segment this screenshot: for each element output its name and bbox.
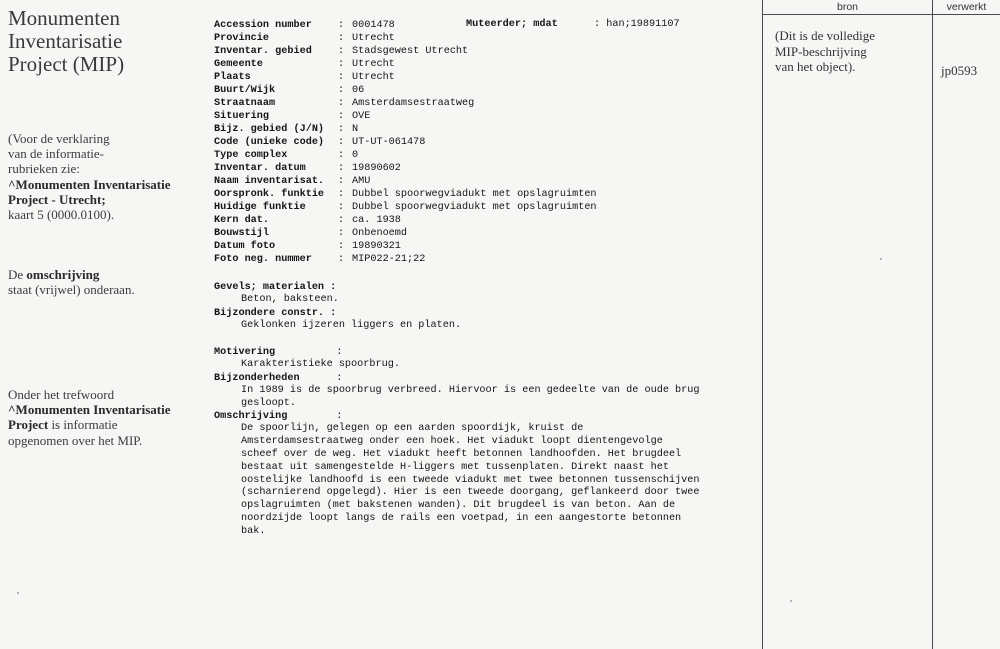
field-separator: : [338, 72, 345, 83]
field-label: Naam inventarisat. [214, 176, 325, 187]
note-line: staat (vrijwel) onderaan. [8, 282, 135, 298]
field-value: Onbenoemd [352, 228, 408, 239]
field-value: UT-UT-061478 [352, 137, 426, 148]
info-reference-note [8, 131, 170, 222]
field-separator: : [338, 85, 345, 96]
field-label: Oorspronk. funktie [214, 189, 325, 200]
field-row [214, 162, 754, 175]
bijz-constr-text: Geklonken ijzeren liggers en platen. [241, 319, 462, 331]
record-fields [214, 19, 754, 266]
field-label: Code (unieke code) [214, 137, 325, 148]
field-value: OVE [352, 111, 371, 122]
note-keyword: Project [8, 417, 49, 433]
note-line: (Voor de verklaring [8, 131, 110, 146]
field-label: Situering [214, 111, 270, 122]
field-label: Type complex [214, 150, 288, 161]
field-row [214, 97, 754, 110]
field-separator: : [338, 59, 345, 70]
field-value: Utrecht [352, 59, 395, 70]
field-separator: : [338, 20, 345, 31]
column-divider [762, 0, 763, 649]
field-label: Bouwstijl [214, 228, 270, 239]
field-label: Accession number [214, 20, 312, 31]
field-separator: : [338, 33, 345, 44]
note-line: opgenomen over het MIP. [8, 432, 143, 448]
field-row [214, 32, 754, 45]
field-value: Utrecht [352, 72, 395, 83]
field-separator: : [338, 98, 345, 109]
description-section [214, 346, 700, 539]
verwerkt-value: jp0593 [941, 63, 978, 78]
field-label: Plaats [214, 72, 251, 83]
field-separator: : [338, 189, 345, 200]
motivering-text: Karakteristieke spoorbrug. [241, 359, 400, 370]
field-value: Stadsgewest Utrecht [352, 46, 469, 57]
note-text: De [8, 267, 27, 282]
field-label: Buurt/Wijk [214, 85, 276, 96]
field-separator: : [338, 137, 345, 148]
gevels-label: Gevels; materialen : [214, 282, 337, 293]
field-value: ca. 1938 [352, 215, 401, 226]
field-label: Foto neg. nummer [214, 254, 312, 265]
field-value: AMU [352, 176, 371, 187]
field-value: 0 [352, 150, 359, 161]
field-label: Provincie [214, 33, 270, 44]
field-row [214, 84, 754, 97]
field-row [214, 214, 754, 227]
field-value: Dubbel spoorwegviadukt met opslagruimten [352, 189, 597, 200]
field-row [214, 175, 754, 188]
field-row [214, 71, 754, 84]
description-location-note [8, 267, 135, 297]
field-row [214, 240, 754, 253]
left-column [8, 6, 198, 448]
header-rule [762, 14, 1000, 15]
omschrijving-text: De spoorlijn, gelegen op een aarden spoordijk, kruist de Amsterdamsestraatweg onder een hoek. Het viadukt loopt dientengevolge scheef over de weg. Het viadukt heeft betonnen landhoofden. Het brugdeel bestaat uit samengestelde H-liggers met tussenplaten. Direkt naast het oostelijke landhoofd is een tweede viadukt met twee betonnen tussenschijven (scharnierend opgelegd). Hier is een tweede doorgang, geflankeerd door twee opslagruimten (met bakstenen wanden). Dit brugdeel is van beton. Aan de noordzijde loopt langs de rails een voetpad, in een aangestorte betonnen bak. [241, 423, 700, 537]
monument-record [214, 19, 754, 537]
field-value: MIP022-21;22 [352, 254, 426, 265]
note-line: van de informatie- [8, 146, 105, 162]
reference-title: ^Monumenten Inventarisatie [8, 176, 171, 192]
bron-text [775, 28, 925, 75]
title-line: Project (MIP) [8, 52, 125, 76]
scan-speck [17, 592, 19, 594]
field-separator: : [338, 228, 345, 239]
field-value: 0001478 [352, 20, 395, 31]
title-line: Monumenten [8, 6, 120, 30]
field-row [214, 188, 754, 201]
materials-section [214, 281, 461, 333]
bijzonderheden-text: In 1989 is de spoorbrug verbreed. Hiervoor is een gedeelte van de oude brug gesloopt. [241, 384, 700, 409]
note-line: rubrieken zie: [8, 161, 80, 177]
title-line: Inventarisatie [8, 29, 123, 53]
keyword-note [8, 387, 170, 448]
colon: : [275, 347, 343, 358]
field-label: Straatnaam [214, 98, 276, 109]
field-separator: : [338, 215, 345, 226]
field-separator: : [338, 202, 345, 213]
field-value: N [352, 124, 359, 135]
gevels-text: Beton, baksteen. [241, 294, 339, 305]
verwerkt-header: verwerkt [946, 1, 987, 13]
field-separator: : [338, 46, 345, 57]
bron-description: (Dit is de volledige MIP-beschrijving van het object). [775, 28, 876, 74]
field-separator: : [338, 150, 345, 161]
column-divider [932, 0, 933, 649]
muteerder-value: : han;19891107 [594, 19, 680, 30]
field-row [214, 136, 754, 149]
field-value: 19890321 [352, 241, 401, 252]
colon: : [287, 411, 343, 423]
field-label: Inventar. gebied [214, 46, 312, 57]
field-row [214, 58, 754, 71]
field-separator: : [338, 176, 345, 187]
colon: : [299, 372, 343, 384]
field-value: Utrecht [352, 33, 395, 44]
note-line: kaart 5 (0000.0100). [8, 207, 115, 223]
field-label: Bijz. gebied (J/N) [214, 124, 325, 135]
field-label: Kern dat. [214, 215, 270, 226]
scan-speck [790, 600, 792, 602]
bijz-constr-label: Bijzondere constr. : [214, 307, 337, 319]
omschrijving-label: Omschrijving [214, 411, 288, 423]
scan-speck [880, 258, 882, 260]
field-value: Amsterdamsestraatweg [352, 98, 475, 109]
field-label: Datum foto [214, 241, 276, 252]
page-title [8, 7, 198, 76]
field-separator: : [338, 254, 345, 265]
field-row [214, 123, 754, 136]
muteerder-info [466, 19, 680, 30]
field-row [214, 45, 754, 58]
field-row [214, 149, 754, 162]
note-line: Onder het trefwoord [8, 387, 115, 402]
field-separator: : [338, 111, 345, 122]
muteerder-label: Muteerder; mdat [466, 19, 558, 30]
field-label: Inventar. datum [214, 163, 306, 174]
field-row [214, 227, 754, 240]
field-label: Huidige funktie [214, 202, 306, 213]
field-value: Dubbel spoorwegviadukt met opslagruimten [352, 202, 597, 213]
field-separator: : [338, 163, 345, 174]
field-separator: : [338, 241, 345, 252]
motivering-label: Motivering [214, 347, 276, 358]
field-label: Gemeente [214, 59, 263, 70]
field-row [214, 201, 754, 214]
reference-title: Project - Utrecht; [8, 191, 106, 207]
field-value: 19890602 [352, 163, 401, 174]
field-row [214, 110, 754, 123]
note-text: is informatie [48, 417, 118, 433]
note-keyword: omschrijving [26, 267, 100, 282]
field-row [214, 253, 754, 266]
bron-header: bron [836, 1, 858, 13]
note-keyword: ^Monumenten Inventarisatie [8, 402, 171, 418]
field-value: 06 [352, 85, 365, 96]
field-separator: : [338, 124, 345, 135]
bijzonderheden-label: Bijzonderheden [214, 372, 300, 384]
